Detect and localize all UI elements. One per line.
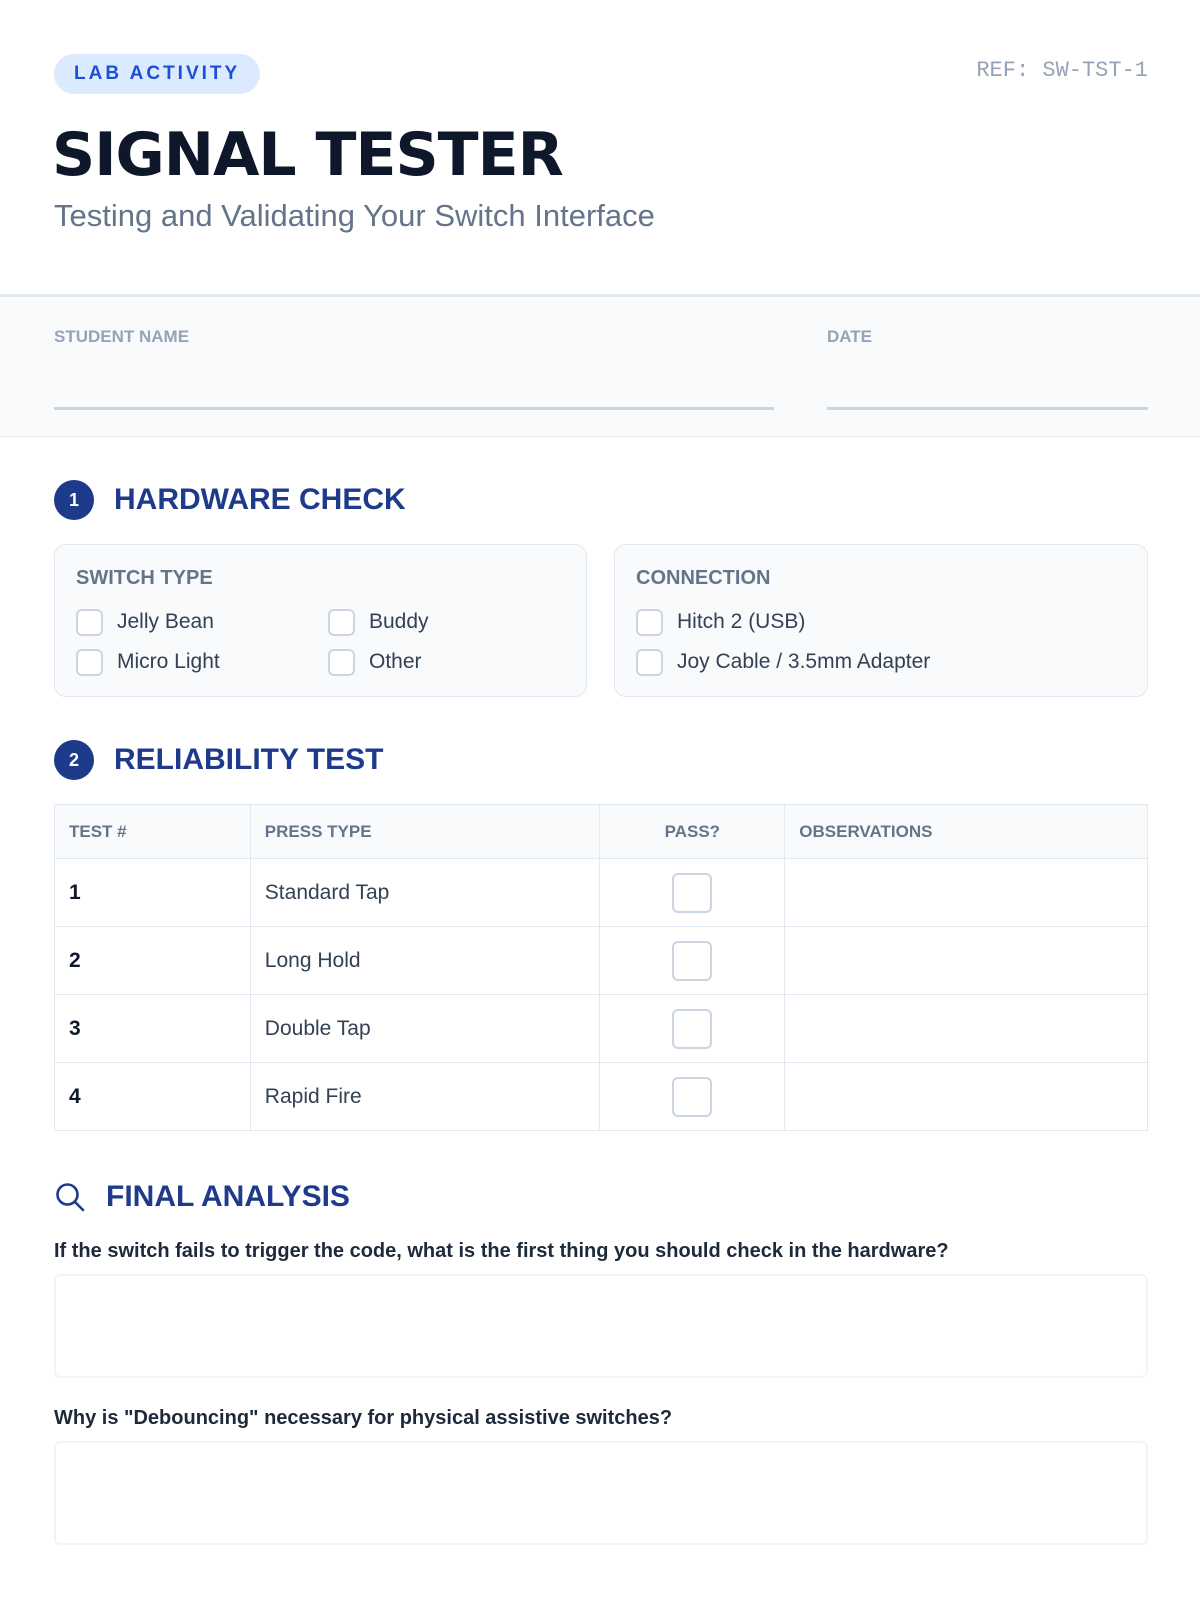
pass-checkbox[interactable] <box>672 941 712 981</box>
press-type: Rapid Fire <box>250 1063 600 1131</box>
switch-type-card <box>54 544 587 697</box>
search-icon <box>54 1181 86 1213</box>
checkbox[interactable] <box>328 649 355 676</box>
press-type: Standard Tap <box>250 859 600 927</box>
observations-cell[interactable] <box>785 859 1148 927</box>
checkbox[interactable] <box>636 649 663 676</box>
date-label: DATE <box>827 327 873 346</box>
section-title: HARDWARE CHECK <box>114 483 406 516</box>
answer-box-2[interactable] <box>54 1441 1148 1545</box>
student-name-label: STUDENT NAME <box>54 327 190 346</box>
press-type: Double Tap <box>250 995 600 1063</box>
option-buddy[interactable] <box>328 608 429 636</box>
observations-cell[interactable] <box>785 995 1148 1063</box>
hardware-check-heading <box>54 480 406 520</box>
test-number: 3 <box>55 995 251 1063</box>
question-2: Why is "Debouncing" necessary for physical assistive switches? <box>54 1407 673 1429</box>
section-title: RELIABILITY TEST <box>114 743 384 776</box>
answer-box-1[interactable] <box>54 1274 1148 1378</box>
reference-code: REF: SW-TST-1 <box>976 58 1148 83</box>
test-number: 2 <box>55 927 251 995</box>
option-joy-cable[interactable] <box>636 648 930 676</box>
header <box>0 0 1200 295</box>
test-number: 1 <box>55 859 251 927</box>
question-1: If the switch fails to trigger the code, what is the first thing you should check in the hardware? <box>54 1240 949 1262</box>
observations-cell[interactable] <box>785 927 1148 995</box>
pass-checkbox[interactable] <box>672 873 712 913</box>
activity-badge: LAB ACTIVITY <box>54 54 260 94</box>
press-type: Long Hold <box>250 927 600 995</box>
table-row <box>55 927 1148 995</box>
pass-cell <box>600 927 785 995</box>
option-micro-light[interactable] <box>76 648 220 676</box>
option-jelly-bean[interactable] <box>76 608 214 636</box>
option-label: Hitch 2 (USB) <box>677 610 806 633</box>
checkbox[interactable] <box>76 609 103 636</box>
column-header-test-number: TEST # <box>55 805 251 859</box>
page-subtitle: Testing and Validating Your Switch Interface <box>54 198 655 233</box>
pass-checkbox[interactable] <box>672 1077 712 1117</box>
column-header-press-type: PRESS TYPE <box>250 805 600 859</box>
observations-cell[interactable] <box>785 1063 1148 1131</box>
pass-cell <box>600 995 785 1063</box>
option-label: Other <box>369 650 422 673</box>
pass-cell <box>600 1063 785 1131</box>
table-header-row <box>55 805 1148 859</box>
checkbox[interactable] <box>76 649 103 676</box>
pass-cell <box>600 859 785 927</box>
student-info-band <box>0 294 1200 437</box>
option-label: Joy Cable / 3.5mm Adapter <box>677 650 931 673</box>
connection-title: CONNECTION <box>636 567 771 589</box>
table-row <box>55 1063 1148 1131</box>
column-header-pass: PASS? <box>600 805 785 859</box>
option-label: Jelly Bean <box>117 610 214 633</box>
final-analysis-heading <box>54 1177 350 1217</box>
reliability-test-heading <box>54 740 383 780</box>
section-title: FINAL ANALYSIS <box>106 1180 350 1213</box>
page-title: SIGNAL TESTER <box>52 120 563 190</box>
pass-checkbox[interactable] <box>672 1009 712 1049</box>
checkbox[interactable] <box>328 609 355 636</box>
test-number: 4 <box>55 1063 251 1131</box>
table-row <box>55 995 1148 1063</box>
option-hitch-usb[interactable] <box>636 608 805 636</box>
column-header-observations: OBSERVATIONS <box>785 805 1148 859</box>
section-number-badge: 2 <box>54 740 94 780</box>
section-number-badge: 1 <box>54 480 94 520</box>
date-field[interactable] <box>827 407 1148 410</box>
option-other[interactable] <box>328 648 422 676</box>
student-name-field[interactable] <box>54 407 774 410</box>
switch-type-title: SWITCH TYPE <box>76 567 213 589</box>
option-label: Micro Light <box>117 650 220 673</box>
option-label: Buddy <box>369 610 429 633</box>
reliability-table <box>54 804 1148 1131</box>
connection-card <box>614 544 1148 697</box>
checkbox[interactable] <box>636 609 663 636</box>
table-row <box>55 859 1148 927</box>
